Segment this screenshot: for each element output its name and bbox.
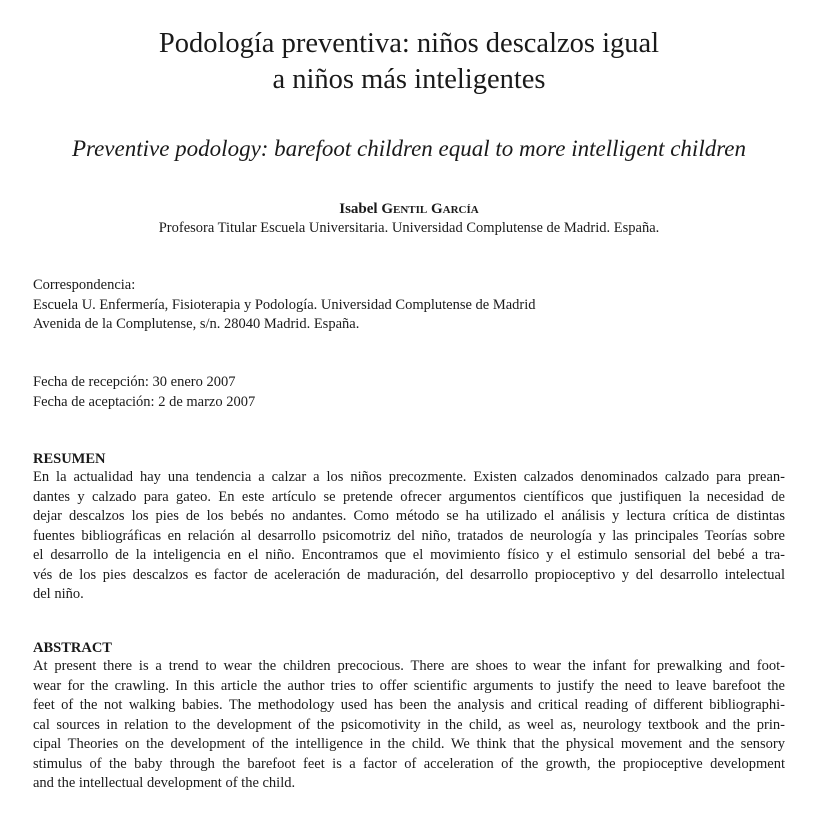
- abstract-section: [33, 639, 785, 794]
- resumen-line: vés de los pies descalzos es factor de aceleración de maduración, del desarrollo propioceptivo y del desarrollo intelectual: [33, 566, 785, 583]
- correspondence-address-line-2: Avenida de la Complutense, s/n. 28040 Madrid. España.: [33, 316, 360, 332]
- abstract-paragraph: [33, 657, 785, 794]
- correspondence-block: [33, 276, 785, 335]
- abstract-line: At present there is a trend to wear the children precocious. There are shoes to wear the infant for prewalking and foot-: [33, 658, 785, 674]
- article-title-line-1: Podología preventiva: niños descalzos igual: [158, 28, 660, 59]
- abstract-line: stimulus of the baby through the barefoot feet is a factor of acceleration of the growth, the propioceptive development: [33, 755, 785, 772]
- abstract-line: wear for the crawling. In this article the author tries to offer scientific arguments to justify the need to leave barefoot the: [33, 677, 785, 694]
- correspondence-address-line-1: Escuela U. Enfermería, Fisioterapia y Podología. Universidad Complutense de Madrid: [33, 296, 536, 313]
- dates-block: [33, 373, 785, 412]
- author-affiliation: Profesora Titular Escuela Universitaria. Universidad Complutense de Madrid. España.: [158, 220, 660, 236]
- resumen-line: fuentes bibliográficas en relación al desarrollo psicomotriz del niño, tratados de neurología y las principales Teorías sobre: [33, 527, 785, 544]
- abstract-line: cal sources in relation to the development of the psicomotivity in the child, as weel as, neurology textbook and the prin-: [33, 716, 785, 733]
- resumen-line: En la actualidad hay una tendencia a calzar a los niños precozmente. Existen calzados denominados calzado para prean-: [33, 469, 785, 485]
- author-given-name: Isabel: [339, 201, 378, 217]
- abstract-line: and the intellectual development of the child.: [33, 775, 296, 791]
- correspondence-label: Correspondencia:: [33, 277, 136, 293]
- abstract-line: cipal Theories on the development of the intelligence in the child. We think that the physical movement and the sensory: [33, 736, 785, 752]
- resumen-line: dantes y calzado para gateo. En este artículo se pretende ofrecer argumentos científicos que justifiquen la necesidad de: [33, 488, 785, 505]
- accepted-date: Fecha de aceptación: 2 de marzo 2007: [33, 393, 256, 410]
- author-family-name: Gentil García: [381, 201, 479, 217]
- abstract-line: feet of the not walking babies. The methodology used has been the analysis and critical reading of different bibliographi-: [33, 697, 785, 713]
- resumen-line: del niño.: [33, 586, 84, 602]
- abstract-heading: ABSTRACT: [33, 640, 112, 656]
- article-title: [0, 26, 818, 98]
- article-english-title: Preventive podology: barefoot children equal to more intelligent children: [71, 136, 747, 161]
- received-date: Fecha de recepción: 30 enero 2007: [33, 374, 236, 390]
- article-title-line-2: a niños más inteligentes: [272, 64, 546, 95]
- resumen-line: el desarrollo de la inteligencia en el niño. Encontramos que el movimiento físico y el estimulo sensorial del bebé a tra-: [33, 547, 785, 563]
- resumen-line: dejar descalzos los pies de los bebés no andantes. Como método se ha utilizado el análisis y lectura crítica de distintas: [33, 508, 785, 524]
- resumen-heading: RESUMEN: [33, 451, 106, 467]
- resumen-section: [33, 450, 785, 605]
- author-name: [0, 200, 818, 218]
- resumen-paragraph: [33, 468, 785, 605]
